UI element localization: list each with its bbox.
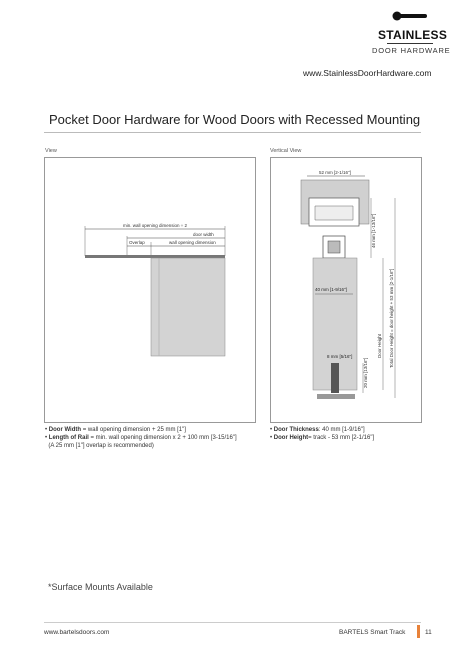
- dim-40mm: 40 mm [1-9/16"]: [315, 287, 347, 292]
- footer-accent-bar: [417, 625, 420, 638]
- dim-door-height: Door Height: [377, 333, 382, 358]
- view-diagram: [45, 158, 255, 422]
- note-door-width: • Door Width = wall opening dimension + 25 mm [1"]: [45, 427, 186, 433]
- dim-8mm: 8 mm [5/16"]: [327, 354, 353, 359]
- dim-46mm: 46 mm [1-13/16"]: [371, 213, 376, 248]
- dim-20mm: 20 mm [13/16"]: [363, 357, 368, 388]
- door-handle-icon: [392, 11, 428, 21]
- brand-divider: [387, 43, 433, 44]
- page-number: 11: [425, 629, 432, 636]
- note-door-thickness: • Door Thickness: 40 mm [1-9/16"]: [270, 427, 365, 433]
- footer-divider: [44, 622, 421, 623]
- website-link[interactable]: www.StainlessDoorHardware.com: [303, 68, 432, 78]
- vertical-diagram-panel: [270, 157, 422, 423]
- dim-top-width: 52 mm [2-1/16"]: [319, 170, 351, 175]
- brand-subtitle: DOOR HARDWARE: [372, 46, 451, 55]
- page-title: Pocket Door Hardware for Wood Doors with Recessed Mounting: [49, 112, 421, 127]
- vertical-diagram: [271, 158, 421, 422]
- footer-website[interactable]: www.bartelsdoors.com: [44, 629, 110, 636]
- dim-overlap: Overlap: [129, 240, 145, 245]
- note-door-height: • Door Height= track - 53 mm [2-1/16"]: [270, 435, 375, 441]
- view-label: View: [45, 148, 57, 154]
- vertical-view-label: Vertical View: [270, 148, 302, 154]
- brand-name: STAINLESS: [378, 28, 448, 42]
- view-notes: [45, 426, 255, 450]
- surface-mounts-note: *Surface Mounts Available: [48, 582, 153, 592]
- footer-product-name: BARTELS Smart Track: [339, 629, 406, 636]
- note-overlap: (A 25 mm [1"] overlap is recommended): [48, 443, 154, 449]
- dim-min-wall-opening: min. wall opening dimension ÷ 2: [123, 223, 188, 228]
- dim-wall-opening: wall opening dimension: [169, 240, 216, 245]
- note-rail-length: • Length of Rail = min. wall opening dimension x 2 + 100 mm [3-15/16"]: [45, 435, 237, 441]
- dim-door-width: door width: [193, 232, 214, 237]
- vertical-notes: [270, 426, 420, 442]
- dim-total-height: Total Door Height = door height + 53 mm [2-1/16"]: [389, 268, 394, 368]
- title-divider: [44, 132, 421, 133]
- view-diagram-panel: [44, 157, 256, 423]
